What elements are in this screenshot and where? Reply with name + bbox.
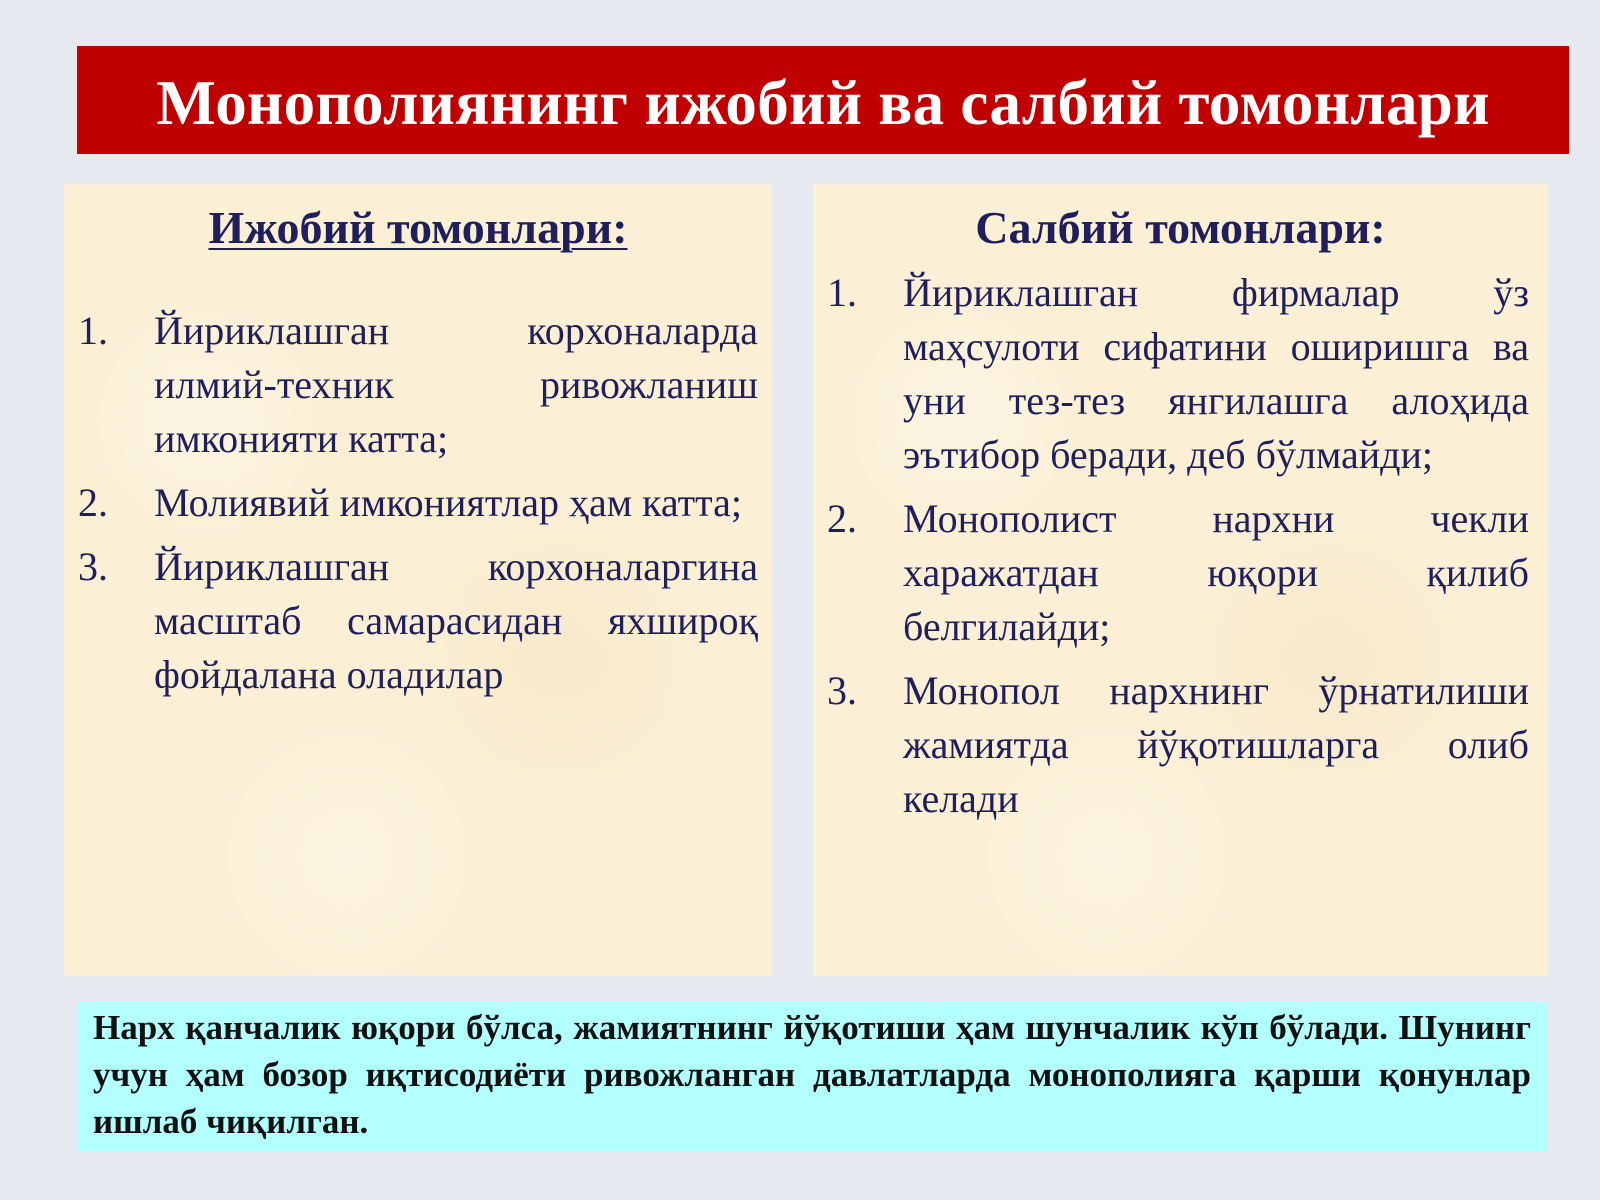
list-item (827, 492, 1529, 654)
list-item (827, 266, 1529, 482)
list-item (78, 540, 758, 702)
slide-title: Монополиянинг ижобий ва салбий томонлари (156, 67, 1490, 138)
list-item (78, 304, 758, 466)
item-text: Монопол нархнинг ўрнатилиши жамиятда йўқотишларга олиб келади (903, 668, 1529, 821)
conclusion-note (77, 1002, 1547, 1152)
item-number: 1. (78, 308, 108, 353)
item-number: 1. (827, 270, 857, 315)
negative-list (827, 266, 1529, 836)
negative-heading: Салбий томонлари: (975, 202, 1386, 253)
item-text: Йириклашган фирмалар ўз маҳсулоти сифатини оширишга ва уни тез-тез янгилашга алоҳида эътибор беради, деб бўлмайди; (903, 270, 1529, 477)
negative-panel (813, 184, 1548, 976)
list-item (78, 476, 758, 530)
positive-panel (64, 184, 772, 976)
item-number: 2. (827, 496, 857, 541)
item-text: Монополист нархни чекли харажатдан юқори қилиб белгилайди; (903, 496, 1529, 649)
positive-list (78, 304, 758, 712)
list-item (827, 664, 1529, 826)
item-number: 3. (827, 668, 857, 713)
item-text: Йириклашган корхоналаргина масштаб самарасидан яхшироқ фойдалана оладилар (154, 544, 758, 697)
item-text: Молиявий имкониятлар ҳам катта; (154, 480, 742, 525)
item-number: 3. (78, 544, 108, 589)
item-number: 2. (78, 480, 108, 525)
item-text: Йириклашган корхоналарда илмий-техник ривожланиш имконияти катта; (154, 308, 758, 461)
title-banner (77, 46, 1569, 154)
positive-heading: Ижобий томонлари: (208, 202, 628, 253)
conclusion-text: Нарх қанчалик юқори бўлса, жамиятнинг йўқотиши ҳам шунчалик кўп бўлади. Шунинг учун ҳам бозор иқтисодиёти ривожланган давлатларда монополияга қарши қонунлар ишлаб чиқилган. (93, 1008, 1531, 1141)
